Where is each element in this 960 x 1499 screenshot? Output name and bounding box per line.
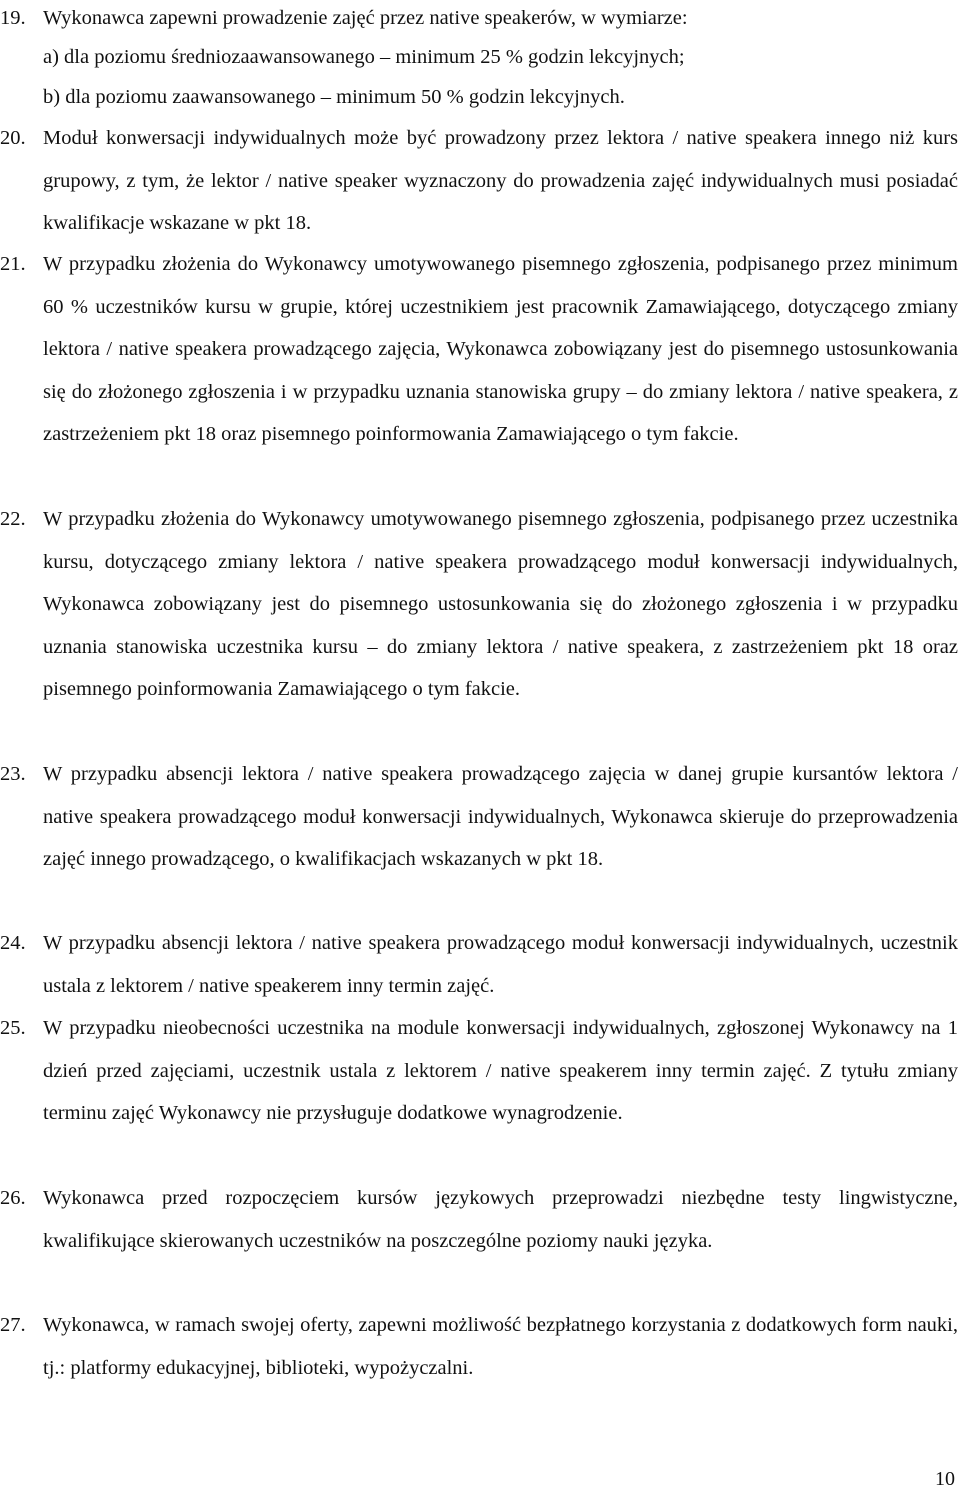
list-item-24 — [0, 922, 960, 1007]
item-text: W przypadku absencji lektora / native speakera prowadzącego zajęcia w danej grupie kursantów lektora / native speakera prowadzącego moduł konwersacji indywidualnych, Wykonawca skieruje do przeprowadzenia zajęć innego prowadzącego, o kwalifikacjach wskazanych w pkt 18. — [43, 763, 958, 870]
item-text: W przypadku absencji lektora / native speakera prowadzącego moduł konwersacji indywidualnych, uczestnik ustala z lektorem / native speakerem inny termin zajęć. — [43, 932, 958, 997]
list-item-20 — [0, 117, 960, 245]
item-number: 26. — [0, 1187, 26, 1209]
item-number: 21. — [0, 253, 26, 275]
item-text: Wykonawca, w ramach swojej oferty, zapewni możliwość bezpłatnego korzystania z dodatkowych form nauki, tj.: platformy edukacyjnej, biblioteki, wypożyczalni. — [43, 1314, 958, 1379]
sub-item-text: b) dla poziomu zaawansowanego – minimum 50 % godzin lekcyjnych. — [43, 86, 625, 108]
item-number: 22. — [0, 508, 26, 530]
item-number: 20. — [0, 127, 26, 149]
item-number: 25. — [0, 1017, 26, 1039]
item-text: W przypadku złożenia do Wykonawcy umotywowanego pisemnego zgłoszenia, podpisanego przez uczestnika kursu, dotyczącego zmiany lektora / native speakera prowadzącego moduł konwersacji indywidualnych, Wykonawca zobowiązany jest do pisemnego ustosunkowania się do złożonego zgłoszenia i w przypadku uznania stanowiska uczestnika kursu – do zmiany lektora / native speakera, z zastrzeżeniem pkt 18 oraz pisemnego poinformowania Zamawiającego o tym fakcie. — [43, 508, 958, 700]
list-item-27 — [0, 1304, 960, 1389]
item-text: Wykonawca zapewni prowadzenie zajęć przez native speakerów, w wymiarze: — [43, 7, 688, 29]
list-item-19 — [0, 0, 960, 40]
item-text: Moduł konwersacji indywidualnych może być prowadzony przez lektora / native speakera innego niż kurs grupowy, z tym, że lektor / native speaker wyznaczony do prowadzenia zajęć indywidualnych musi posiadać kwalifikacje wskazane w pkt 18. — [43, 127, 958, 234]
page-number: 10 — [935, 1468, 955, 1490]
sub-item-b — [0, 77, 625, 117]
list-item-22 — [0, 498, 960, 711]
item-number: 27. — [0, 1314, 26, 1336]
sub-item-a — [0, 37, 685, 77]
list-item-21 — [0, 243, 960, 456]
sub-item-text: a) dla poziomu średniozaawansowanego – minimum 25 % godzin lekcyjnych; — [43, 46, 685, 68]
item-text: W przypadku złożenia do Wykonawcy umotywowanego pisemnego zgłoszenia, podpisanego przez minimum 60 % uczestników kursu w grupie, której uczestnikiem jest pracownik Zamawiającego, dotyczącego zmiany lektora / native speakera prowadzącego zajęcia, Wykonawca zobowiązany jest do pisemnego ustosunkowania się do złożonego zgłoszenia i w przypadku uznania stanowiska grupy – do zmiany lektora / native speakera, z zastrzeżeniem pkt 18 oraz pisemnego poinformowania Zamawiającego o tym fakcie. — [43, 253, 958, 445]
list-item-23 — [0, 753, 960, 881]
item-number: 19. — [0, 7, 26, 29]
item-number: 23. — [0, 763, 26, 785]
list-item-26 — [0, 1177, 960, 1262]
item-text: W przypadku nieobecności uczestnika na module konwersacji indywidualnych, zgłoszonej Wykonawcy na 1 dzień przed zajęciami, uczestnik ustala z lektorem / native speakerem inny termin zajęć. Z tytułu zmiany terminu zajęć Wykonawcy nie przysługuje dodatkowe wynagrodzenie. — [43, 1017, 958, 1124]
list-item-25 — [0, 1007, 960, 1135]
item-text: Wykonawca przed rozpoczęciem kursów językowych przeprowadzi niezbędne testy lingwistyczne, kwalifikujące skierowanych uczestników na poszczególne poziomy nauki języka. — [43, 1187, 958, 1252]
item-number: 24. — [0, 932, 26, 954]
